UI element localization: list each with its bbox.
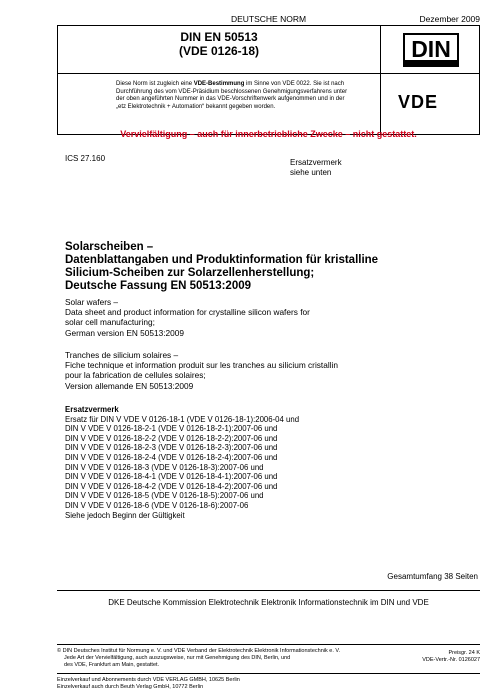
frame-divider-horizontal (58, 73, 380, 74)
copyright-line2: Jede Art der Vervielfältigung, auch auszugsweise, nur mit Genehmigung des DIN, Berlin, und (64, 655, 291, 661)
replacement-line: DIN V VDE V 0126-18-3 (VDE V 0126-18-3):2007-06 und (65, 462, 264, 472)
replacement-note (290, 158, 342, 178)
replacement-line: DIN V VDE V 0126-18-6 (VDE V 0126-18-6):2007-06 (65, 500, 249, 510)
title-de-line: Deutsche Fassung EN 50513:2009 (65, 280, 252, 292)
order-number: VDE-Vertr.-Nr. 0126027 (422, 657, 480, 663)
note-line3: der oben angeführten Nummer in das VDE-Vorschriftenwerk aufgenommen und in der (116, 96, 345, 102)
committee: DKE Deutsche Kommission Elektrotechnik Elektronik Informationstechnik im DIN und VDE (108, 598, 429, 607)
title-fr-line: pour la fabrication de cellules solaires; (65, 370, 206, 381)
title-french (65, 350, 465, 391)
replacement-section (65, 405, 465, 520)
title-en-line: Solar wafers – (65, 297, 119, 307)
title-english (65, 297, 465, 338)
frame-divider-vertical (380, 26, 381, 134)
standard-number (58, 30, 380, 58)
replacement-line: DIN V VDE V 0126-18-2-1 (VDE V 0126-18-2-1):2007-06 und (65, 424, 278, 434)
note-line4: „etz Elektrotechnik + Automation“ bekannt gegeben worden. (116, 103, 276, 110)
sales-line2: Einzelverkauf auch durch Beuth Verlag GmbH, 10772 Berlin (57, 684, 204, 690)
replacement-line: DIN V VDE V 0126-18-2-4 (VDE V 0126-18-2-4):2007-06 und (65, 452, 278, 462)
price-info (422, 650, 480, 664)
replacement-note-line1: Ersatzvermerk (290, 158, 342, 167)
divider-footer (57, 644, 480, 645)
issue-date: Dezember 2009 (419, 14, 480, 24)
frame-divider-logos (380, 73, 480, 74)
title-frame (57, 25, 480, 135)
title-german (65, 241, 465, 293)
sales-line1: Einzelverkauf und Abonnements durch VDE VERLAG GMBH, 10625 Berlin (57, 677, 240, 683)
standard-title-line2: (VDE 0126-18) (178, 44, 260, 58)
copyright-line3: des VDE, Frankfurt am Main, gestattet. (64, 662, 160, 668)
replacement-note-line2: siehe unten (290, 168, 332, 177)
note-part2: im Sinne von VDE 0022. Sie ist nach (244, 81, 345, 87)
divider-sales (57, 673, 480, 674)
note-line2: Durchführung des vom VDE-Präsidium beschlossenen Genehmigungsverfahrens unter (116, 88, 348, 95)
replacement-line: DIN V VDE V 0126-18-4-2 (VDE V 0126-18-4-2):2007-06 und (65, 481, 278, 491)
ics-code: ICS 27.160 (65, 154, 106, 163)
replacement-line: DIN V VDE V 0126-18-5 (VDE V 0126-18-5):2007-06 und (65, 491, 264, 501)
replacement-line: DIN V VDE V 0126-18-4-1 (VDE V 0126-18-4-1):2007-06 und (65, 472, 278, 482)
total-pages: Gesamtumfang 38 Seiten (387, 572, 478, 581)
replacement-line: DIN V VDE V 0126-18-2-2 (VDE V 0126-18-2-2):2007-06 und (65, 433, 278, 443)
sales-info (57, 677, 457, 691)
title-fr-line: Fiche technique et information produit sur les tranches au silicium cristallin (65, 360, 338, 371)
standard-label: DEUTSCHE NORM (230, 14, 307, 24)
title-de-line: Solarscheiben – (65, 241, 154, 253)
title-fr-line: Tranches de silicium solaires – (65, 350, 179, 360)
copyright-line1: © DIN Deutsches Institut für Normung e. V. und VDE Verband der Elektrotechnik Elektronik Informationstechnik e. V. (57, 648, 341, 654)
title-en-line: solar cell manufacturing; (65, 317, 155, 328)
replacement-line: Ersatz für DIN V VDE V 0126-18-1 (VDE V 0126-18-1):2006-04 und (65, 414, 300, 424)
title-en-line: German version EN 50513:2009 (65, 327, 184, 338)
standard-title-line1: DIN EN 50513 (180, 30, 258, 44)
price-group: Preisgr. 24 K (448, 650, 480, 656)
title-de-line: Silicium-Scheiben zur Solarzellenherstellung; (65, 267, 315, 279)
replacement-line: Siehe jedoch Beginn der Gültigkeit (65, 510, 185, 520)
copyright (57, 648, 397, 669)
replacement-line: DIN V VDE V 0126-18-2-3 (VDE V 0126-18-2-3):2007-06 und (65, 443, 278, 453)
vde-note (116, 81, 378, 111)
note-bold: VDE-Bestimmung (193, 81, 245, 87)
din-logo-text: DIN (411, 36, 451, 62)
note-part1: Diese Norm ist zugleich eine (116, 81, 194, 87)
title-de-line: Datenblattangaben und Produktinformation für kristalline (65, 254, 379, 266)
title-fr-line: Version allemande EN 50513:2009 (65, 380, 194, 391)
vde-logo: VDE (398, 92, 439, 112)
title-en-line: Data sheet and product information for crystalline silicon wafers for (65, 307, 310, 318)
reproduction-notice: Vervielfältigung – auch für innerbetriebliche Zwecke – nicht gestattet. (120, 129, 417, 139)
replacement-heading: Ersatzvermerk (65, 405, 119, 414)
divider-committee (57, 590, 480, 591)
din-logo (403, 33, 459, 67)
